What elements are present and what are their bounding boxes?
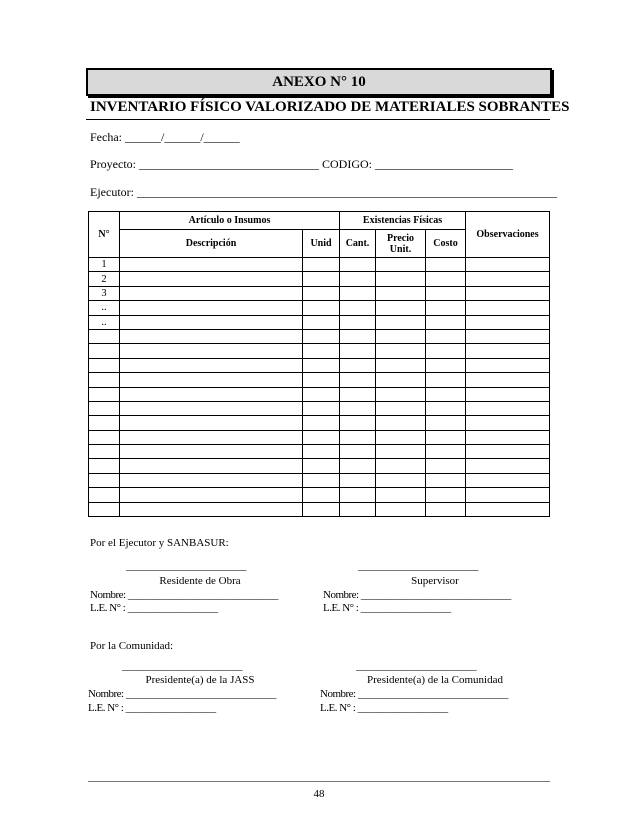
table-row xyxy=(89,401,550,415)
table-cell xyxy=(376,416,426,430)
table-cell xyxy=(466,315,550,329)
comunidad-role: Presidente(a) de la Comunidad xyxy=(367,674,503,686)
table-cell xyxy=(340,373,376,387)
table-row xyxy=(89,430,550,444)
table-cell xyxy=(120,488,303,502)
supervisor-le-line: L.E. N° : __________________ xyxy=(323,602,451,614)
residente-signature-line: ________________________ xyxy=(126,560,246,572)
table-cell xyxy=(120,445,303,459)
table-cell xyxy=(303,387,340,401)
table-cell xyxy=(340,272,376,286)
table-cell xyxy=(120,473,303,487)
table-row xyxy=(89,258,550,272)
table-cell xyxy=(376,272,426,286)
table-row xyxy=(89,416,550,430)
table-row xyxy=(89,373,550,387)
table-cell xyxy=(426,373,466,387)
table-cell xyxy=(426,329,466,343)
table-cell xyxy=(303,473,340,487)
table-cell xyxy=(340,401,376,415)
residente-le-line: L.E. N° : __________________ xyxy=(90,602,218,614)
row-number xyxy=(89,344,120,358)
table-cell xyxy=(120,258,303,272)
table-row xyxy=(89,473,550,487)
table-cell xyxy=(376,301,426,315)
table-row xyxy=(89,315,550,329)
table-cell xyxy=(376,258,426,272)
header-costo: Costo xyxy=(426,230,466,258)
table-row xyxy=(89,329,550,343)
table-cell xyxy=(120,344,303,358)
table-cell xyxy=(376,401,426,415)
table-row xyxy=(89,488,550,502)
row-number xyxy=(89,416,120,430)
table-cell xyxy=(120,459,303,473)
table-cell xyxy=(376,315,426,329)
ejecutor-section-label: Por el Ejecutor y SANBASUR: xyxy=(90,537,229,549)
annex-title: ANEXO N° 10 xyxy=(272,74,366,90)
table-row xyxy=(89,445,550,459)
table-cell xyxy=(303,358,340,372)
table-cell xyxy=(120,416,303,430)
table-cell xyxy=(376,502,426,516)
table-cell xyxy=(466,473,550,487)
table-cell xyxy=(120,387,303,401)
table-cell xyxy=(303,315,340,329)
header-cant: Cant. xyxy=(340,230,376,258)
ejecutor-field: Ejecutor: ______________________________________________________________________ xyxy=(90,185,557,199)
table-cell xyxy=(466,445,550,459)
header-existencias-group: Existencias Físicas xyxy=(340,212,466,230)
table-cell xyxy=(120,329,303,343)
row-number xyxy=(89,430,120,444)
jass-role: Presidente(a) de la JASS xyxy=(145,674,255,686)
row-number xyxy=(89,459,120,473)
table-row xyxy=(89,358,550,372)
table-row xyxy=(89,272,550,286)
table-cell xyxy=(426,445,466,459)
table-cell xyxy=(376,329,426,343)
table-cell xyxy=(340,502,376,516)
table-cell xyxy=(120,315,303,329)
table-cell xyxy=(120,430,303,444)
table-cell xyxy=(376,358,426,372)
row-number xyxy=(89,473,120,487)
table-cell xyxy=(303,459,340,473)
table-cell xyxy=(376,286,426,300)
residente-role: Residente de Obra xyxy=(159,575,241,587)
table-cell xyxy=(340,315,376,329)
page-number: 48 xyxy=(313,788,325,800)
table-cell xyxy=(120,272,303,286)
row-number: 2 xyxy=(89,272,120,286)
proyecto-field: Proyecto: ______________________________ CODIGO: _______________________ xyxy=(90,157,513,171)
header-observaciones: Observaciones xyxy=(466,212,550,258)
table-row xyxy=(89,286,550,300)
table-cell xyxy=(303,430,340,444)
table-row xyxy=(89,387,550,401)
table-row xyxy=(89,344,550,358)
supervisor-role: Supervisor xyxy=(411,575,459,587)
row-number xyxy=(89,373,120,387)
jass-signature-line: ________________________ xyxy=(122,660,242,672)
table-cell xyxy=(426,502,466,516)
supervisor-name-line: Nombre: ______________________________ xyxy=(323,589,511,601)
table-cell xyxy=(303,416,340,430)
fecha-field: Fecha: ______/______/______ xyxy=(90,130,240,144)
table-cell xyxy=(340,488,376,502)
table-cell xyxy=(466,344,550,358)
jass-name-line: Nombre: ______________________________ xyxy=(88,688,276,700)
row-number xyxy=(89,329,120,343)
row-number xyxy=(89,387,120,401)
table-cell xyxy=(466,401,550,415)
table-cell xyxy=(376,430,426,444)
table-cell xyxy=(340,430,376,444)
table-cell xyxy=(426,315,466,329)
table-cell xyxy=(426,344,466,358)
table-cell xyxy=(303,258,340,272)
header-unid: Unid xyxy=(303,230,340,258)
table-cell xyxy=(376,488,426,502)
table-cell xyxy=(466,502,550,516)
residente-name-line: Nombre: ______________________________ xyxy=(90,589,278,601)
table-cell xyxy=(466,286,550,300)
table-cell xyxy=(376,445,426,459)
row-number xyxy=(89,502,120,516)
row-number: .. xyxy=(89,315,120,329)
table-cell xyxy=(340,445,376,459)
table-cell xyxy=(340,258,376,272)
row-number: 1 xyxy=(89,258,120,272)
table-row xyxy=(89,502,550,516)
table-cell xyxy=(303,488,340,502)
row-number: 3 xyxy=(89,286,120,300)
table-cell xyxy=(466,301,550,315)
table-cell xyxy=(120,401,303,415)
header-num: N° xyxy=(89,212,120,258)
table-cell xyxy=(303,373,340,387)
footer-rule xyxy=(88,781,550,782)
table-cell xyxy=(466,373,550,387)
table-cell xyxy=(340,473,376,487)
table-cell xyxy=(303,272,340,286)
table-cell xyxy=(340,301,376,315)
table-row xyxy=(89,459,550,473)
header-precio-unit: Precio Unit. xyxy=(376,230,426,258)
table-cell xyxy=(376,344,426,358)
table-cell xyxy=(120,502,303,516)
annex-title-box xyxy=(86,68,552,96)
table-cell xyxy=(376,459,426,473)
supervisor-signature-line: ________________________ xyxy=(358,560,478,572)
row-number xyxy=(89,401,120,415)
table-cell xyxy=(426,286,466,300)
header-descripcion: Descripción xyxy=(120,230,303,258)
table-cell xyxy=(426,387,466,401)
table-cell xyxy=(303,401,340,415)
table-cell xyxy=(426,416,466,430)
table-cell xyxy=(466,459,550,473)
table-cell xyxy=(340,344,376,358)
table-cell xyxy=(376,387,426,401)
table-cell xyxy=(466,258,550,272)
jass-le-line: L.E. N° : __________________ xyxy=(88,702,216,714)
comunidad-name-line: Nombre: ______________________________ xyxy=(320,688,508,700)
table-cell xyxy=(120,373,303,387)
table-cell xyxy=(426,258,466,272)
table-cell xyxy=(426,430,466,444)
table-cell xyxy=(376,473,426,487)
table-cell xyxy=(426,401,466,415)
header-articulo-group: Artículo o Insumos xyxy=(120,212,340,230)
title-underline xyxy=(86,119,550,120)
row-number xyxy=(89,445,120,459)
table-cell xyxy=(340,416,376,430)
table-cell xyxy=(303,445,340,459)
table-cell xyxy=(340,387,376,401)
table-cell xyxy=(303,502,340,516)
table-cell xyxy=(340,358,376,372)
table-cell xyxy=(120,358,303,372)
table-cell xyxy=(426,488,466,502)
table-cell xyxy=(466,416,550,430)
table-cell xyxy=(426,459,466,473)
table-cell xyxy=(340,329,376,343)
table-cell xyxy=(466,358,550,372)
table-cell xyxy=(466,430,550,444)
table-row xyxy=(89,301,550,315)
table-cell xyxy=(466,387,550,401)
table-cell xyxy=(120,286,303,300)
comunidad-le-line: L.E. N° : __________________ xyxy=(320,702,448,714)
table-cell xyxy=(303,344,340,358)
table-cell xyxy=(426,301,466,315)
row-number xyxy=(89,358,120,372)
table-cell xyxy=(426,358,466,372)
row-number xyxy=(89,488,120,502)
table-cell xyxy=(426,272,466,286)
comunidad-section-label: Por la Comunidad: xyxy=(90,640,174,652)
table-cell xyxy=(303,329,340,343)
table-cell xyxy=(303,286,340,300)
document-title: INVENTARIO FÍSICO VALORIZADO DE MATERIALES SOBRANTES xyxy=(90,99,570,115)
table-cell xyxy=(466,329,550,343)
table-cell xyxy=(120,301,303,315)
table-cell xyxy=(340,459,376,473)
table-cell xyxy=(426,473,466,487)
comunidad-signature-line: ________________________ xyxy=(356,660,476,672)
table-cell xyxy=(376,373,426,387)
table-cell xyxy=(340,286,376,300)
table-cell xyxy=(466,488,550,502)
inventory-table xyxy=(88,211,550,517)
table-cell xyxy=(303,301,340,315)
row-number: .. xyxy=(89,301,120,315)
table-cell xyxy=(466,272,550,286)
